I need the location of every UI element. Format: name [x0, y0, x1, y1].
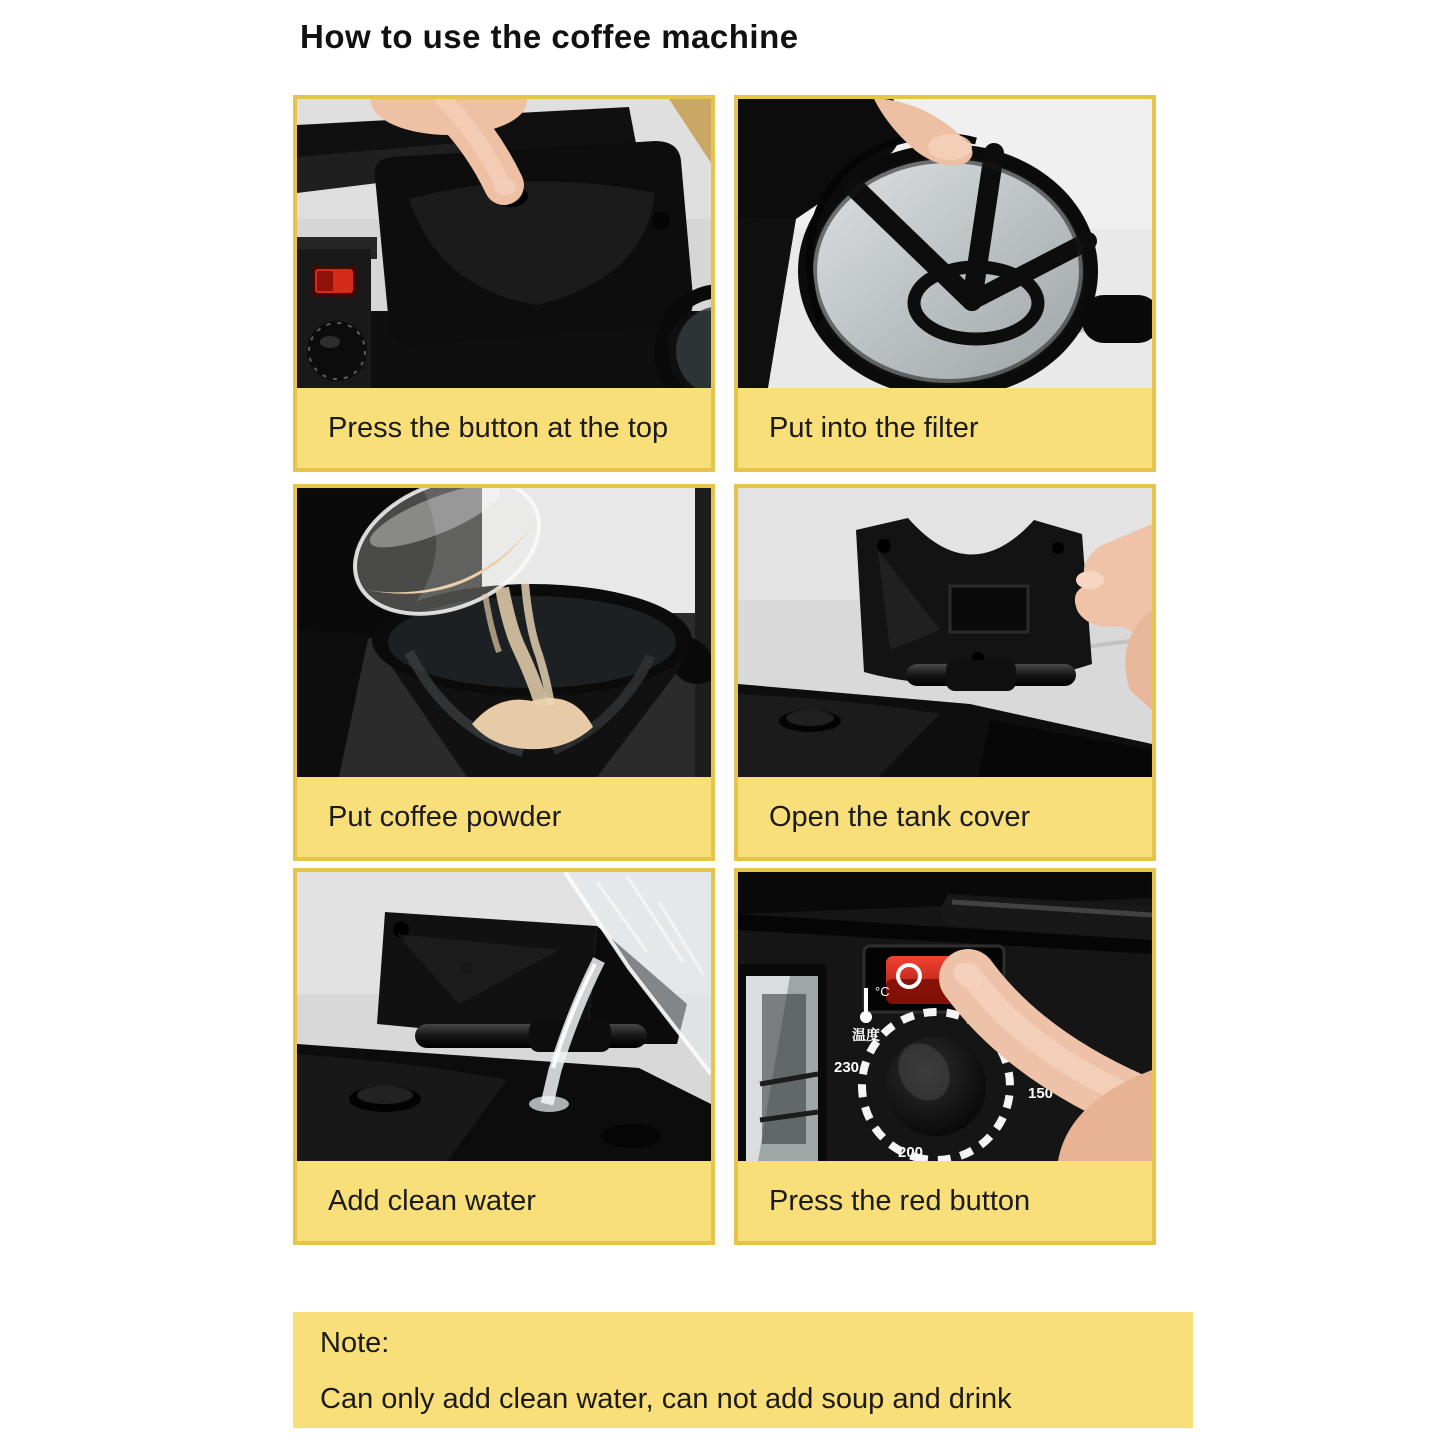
hinge [415, 1020, 647, 1052]
dial-label-150: 150 [1028, 1085, 1054, 1102]
press-red-button-illustration [738, 872, 1152, 1161]
step-caption-6: Press the red button [769, 1184, 1031, 1217]
press-top-button-illustration [297, 99, 711, 388]
step-caption-1: Press the button at the top [328, 411, 669, 444]
front-control-panel [297, 237, 377, 388]
note-label: Note: [320, 1327, 390, 1359]
put-filter-illustration [738, 99, 1152, 388]
note-box [293, 1312, 1193, 1428]
open-tank-illustration [738, 488, 1152, 777]
dial-label-230: 230 [834, 1059, 860, 1076]
machine-lid [375, 141, 694, 345]
fingernail [494, 179, 516, 195]
step-photo-press-top-button [297, 99, 711, 388]
note-text: Can only add clean water, can not add soup and drink [320, 1382, 1012, 1415]
step-caption-3: Put coffee powder [328, 800, 562, 833]
step-panel-5 [293, 868, 715, 1245]
step-panel-6 [734, 868, 1156, 1245]
step-caption-2: Put into the filter [769, 411, 979, 444]
step-panel-4 [734, 484, 1156, 861]
page-title: How to use the coffee machine [300, 18, 799, 55]
fingernail [1076, 571, 1104, 589]
step-panel-3 [293, 484, 715, 861]
step-photo-add-water [297, 872, 711, 1161]
filter-handle-tab [1082, 295, 1152, 343]
small-dial [307, 321, 367, 381]
step-caption-4: Open the tank cover [769, 800, 1031, 833]
step-panel-1 [293, 95, 715, 472]
dial-label-100: 100 [966, 999, 992, 1016]
step-photo-coffee-powder [297, 488, 711, 777]
step-photo-open-tank [738, 488, 1152, 777]
dial-temp-label: 温度 [852, 1027, 880, 1043]
step-caption-5: Add clean water [328, 1184, 536, 1217]
dial-label-200: 200 [898, 1144, 924, 1161]
step-photo-put-filter [738, 99, 1152, 388]
add-water-illustration [297, 872, 711, 1161]
step-photo-press-red-button [738, 872, 1152, 1161]
coffee-powder-illustration [297, 488, 711, 777]
oven-window [738, 964, 826, 1161]
dial-unit: °C [875, 984, 890, 999]
step-panel-2 [734, 95, 1156, 472]
